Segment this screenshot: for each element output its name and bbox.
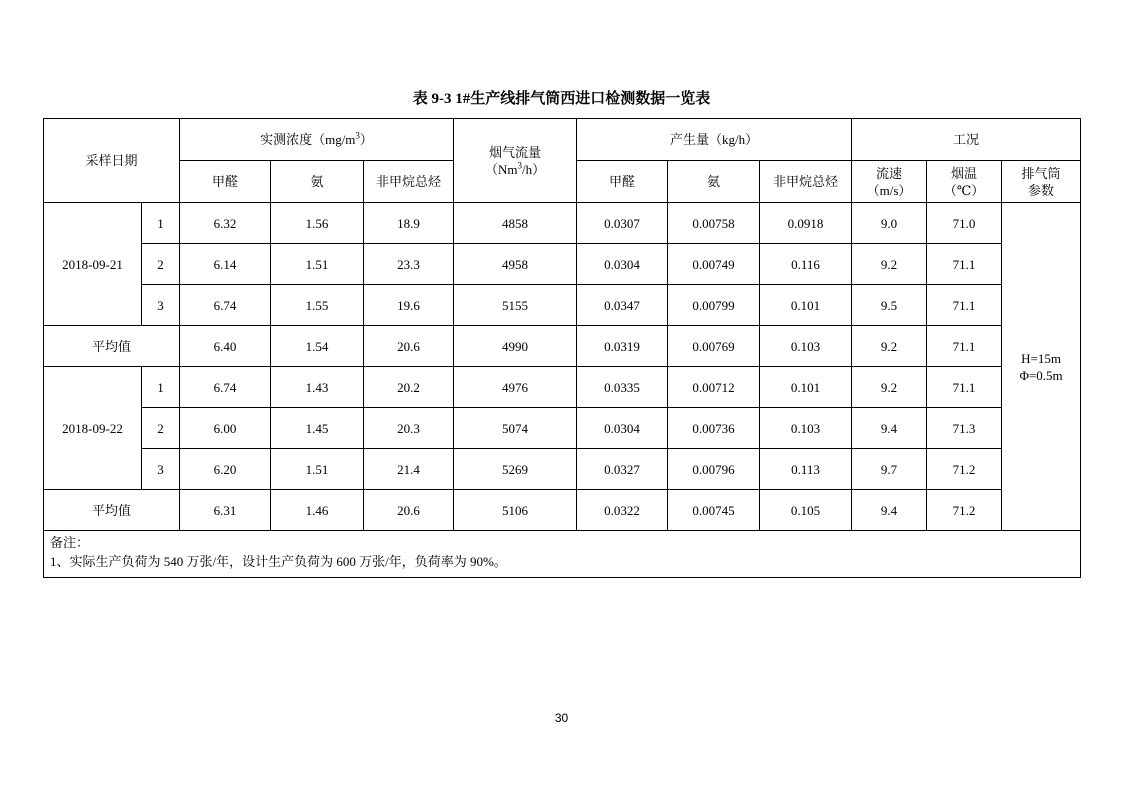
avg-conc-ammonia: 1.54 [271,326,364,367]
monitoring-data-table [43,118,1081,578]
table-row [44,449,1081,490]
conc-formaldehyde: 6.20 [180,449,271,490]
header-stack-params: 排气筒 参数 [1002,161,1081,203]
stack-diameter: Φ=0.5m [1019,367,1063,383]
header-conc-nmhc: 非甲烷总烃 [364,161,454,203]
sample-number: 1 [142,203,180,244]
header-sampling-date: 采样日期 [44,119,180,203]
prod-formaldehyde: 0.0335 [577,367,668,408]
avg-conc-formaldehyde: 6.40 [180,326,271,367]
prod-nmhc: 0.0918 [760,203,852,244]
flow-value: 5155 [454,285,577,326]
conc-formaldehyde: 6.74 [180,285,271,326]
avg-flow: 4990 [454,326,577,367]
flow-value: 5074 [454,408,577,449]
conc-ammonia: 1.55 [271,285,364,326]
velocity-value: 9.7 [852,449,927,490]
prod-nmhc: 0.116 [760,244,852,285]
sample-number: 2 [142,408,180,449]
average-row [44,326,1081,367]
notes-label: 备注： [50,535,90,550]
conc-nmhc: 18.9 [364,203,454,244]
flow-value: 4958 [454,244,577,285]
stack-height: H=15m [1021,350,1061,366]
header-flow: 烟气流量 （Nm$^3$/h） [454,119,577,203]
header-production: 产生量（kg/h） [577,119,852,161]
avg-velocity: 9.4 [852,490,927,531]
header-prod-ammonia: 氨 [668,161,760,203]
conc-ammonia: 1.43 [271,367,364,408]
prod-formaldehyde: 0.0304 [577,244,668,285]
header-conc-ammonia: 氨 [271,161,364,203]
header-conc-formaldehyde: 甲醛 [180,161,271,203]
average-label: 平均值 [44,326,180,367]
avg-conc-ammonia: 1.46 [271,490,364,531]
prod-formaldehyde: 0.0307 [577,203,668,244]
avg-prod-nmhc: 0.105 [760,490,852,531]
prod-ammonia: 0.00796 [668,449,760,490]
avg-conc-nmhc: 20.6 [364,326,454,367]
temperature-value: 71.3 [927,408,1002,449]
header-row-1 [44,119,1081,161]
prod-formaldehyde: 0.0327 [577,449,668,490]
prod-ammonia: 0.00799 [668,285,760,326]
avg-temperature: 71.2 [927,490,1002,531]
conc-ammonia: 1.51 [271,244,364,285]
prod-formaldehyde: 0.0304 [577,408,668,449]
table-row [44,244,1081,285]
sample-number: 3 [142,285,180,326]
conc-nmhc: 20.2 [364,367,454,408]
sampling-date: 2018-09-22 [44,367,142,490]
temperature-value: 71.1 [927,285,1002,326]
flow-value: 4976 [454,367,577,408]
header-prod-formaldehyde: 甲醛 [577,161,668,203]
notes-line-1: 1、实际生产负荷为 540 万张/年，设计生产负荷为 600 万张/年，负荷率为 90%。 [50,554,507,569]
sample-number: 2 [142,244,180,285]
table-row [44,285,1081,326]
avg-conc-nmhc: 20.6 [364,490,454,531]
prod-nmhc: 0.113 [760,449,852,490]
velocity-value: 9.4 [852,408,927,449]
temperature-value: 71.2 [927,449,1002,490]
prod-nmhc: 0.103 [760,408,852,449]
temperature-value: 71.0 [927,203,1002,244]
temperature-value: 71.1 [927,244,1002,285]
conc-nmhc: 21.4 [364,449,454,490]
notes [44,531,1081,578]
table-title: 表 9-3 1#生产线排气筒西进口检测数据一览表 [412,91,711,107]
page-number: 30 [554,711,569,725]
conc-nmhc: 20.3 [364,408,454,449]
header-velocity: 流速 （m/s） [852,161,927,203]
velocity-value: 9.2 [852,367,927,408]
table-row [44,367,1081,408]
velocity-value: 9.2 [852,244,927,285]
sampling-date: 2018-09-21 [44,203,142,326]
conc-nmhc: 19.6 [364,285,454,326]
average-label: 平均值 [44,490,180,531]
velocity-value: 9.5 [852,285,927,326]
avg-prod-ammonia: 0.00745 [668,490,760,531]
prod-ammonia: 0.00749 [668,244,760,285]
header-prod-nmhc: 非甲烷总烃 [760,161,852,203]
temperature-value: 71.1 [927,367,1002,408]
avg-conc-formaldehyde: 6.31 [180,490,271,531]
conc-ammonia: 1.45 [271,408,364,449]
avg-prod-formaldehyde: 0.0319 [577,326,668,367]
header-conditions: 工况 [852,119,1081,161]
conc-nmhc: 23.3 [364,244,454,285]
prod-formaldehyde: 0.0347 [577,285,668,326]
prod-ammonia: 0.00736 [668,408,760,449]
prod-nmhc: 0.101 [760,367,852,408]
conc-ammonia: 1.51 [271,449,364,490]
conc-formaldehyde: 6.14 [180,244,271,285]
avg-prod-formaldehyde: 0.0322 [577,490,668,531]
sample-number: 1 [142,367,180,408]
header-concentration: 实测浓度$(mg/m^3)$ [180,119,454,161]
conc-formaldehyde: 6.74 [180,367,271,408]
prod-ammonia: 0.00712 [668,367,760,408]
table-row [44,408,1081,449]
flow-value: 5269 [454,449,577,490]
avg-prod-nmhc: 0.103 [760,326,852,367]
header-temperature: 烟温 （℃） [927,161,1002,203]
stack-params-value [1002,203,1081,531]
table-row [44,203,1081,244]
avg-prod-ammonia: 0.00769 [668,326,760,367]
avg-flow: 5106 [454,490,577,531]
conc-formaldehyde: 6.00 [180,408,271,449]
velocity-value: 9.0 [852,203,927,244]
conc-formaldehyde: 6.32 [180,203,271,244]
avg-velocity: 9.2 [852,326,927,367]
sample-number: 3 [142,449,180,490]
prod-ammonia: 0.00758 [668,203,760,244]
average-row [44,490,1081,531]
flow-value: 4858 [454,203,577,244]
conc-ammonia: 1.56 [271,203,364,244]
avg-temperature: 71.1 [927,326,1002,367]
prod-nmhc: 0.101 [760,285,852,326]
notes-row [44,531,1081,578]
